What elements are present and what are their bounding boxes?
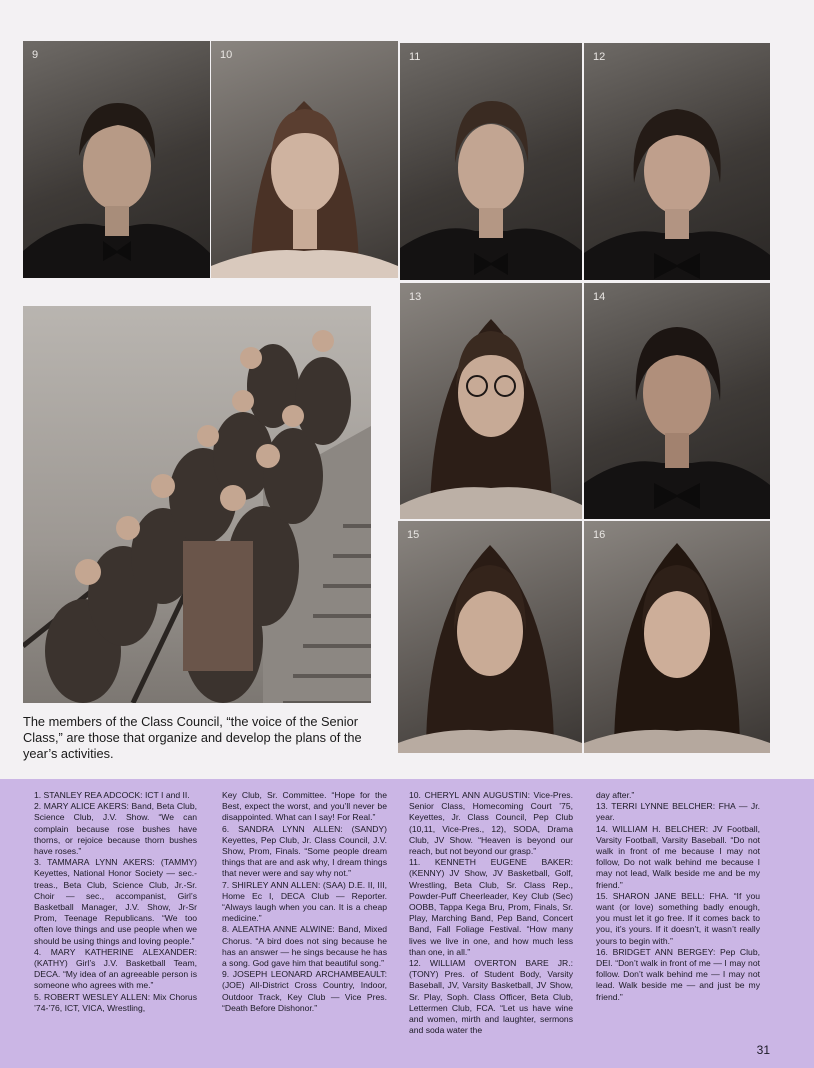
bio-entry: 14. WILLIAM H. BELCHER: JV Football, Varsity Football, Varsity Baseball. “Do not walk in front of me because I may not follow, Do not walk behind me because I may not lead, Walk beside me and be my friend.”: [596, 823, 760, 890]
bio-entry: 13. TERRI LYNNE BELCHER: FHA — Jr. year.: [596, 801, 760, 823]
portrait-number: 13: [409, 291, 422, 303]
portrait-number: 14: [593, 291, 606, 303]
portrait-16: [584, 521, 770, 753]
portrait-13: [400, 283, 582, 519]
portrait-14-silhouette: [584, 283, 770, 519]
portrait-number: 11: [409, 51, 421, 63]
portrait-11: [400, 43, 582, 280]
group-photo-caption: The members of the Class Council, “the voice of the Senior Class,” are those that organize and develop the plans of the year’s activities.: [23, 714, 362, 761]
bio-entry: 1. STANLEY REA ADCOCK: ICT I and II.: [34, 790, 190, 800]
bio-entry: 8. ALEATHA ANNE ALWINE: Band, Mixed Chorus. “A bird does not sing because he has an answer — he sings because he has a song. God gave him that beautiful song.”: [222, 924, 387, 969]
portrait-9: [23, 41, 210, 278]
bio-entry: 7. SHIRLEY ANN ALLEN: (SAA) D.E. II, III, Home Ec I, DECA Club — Reporter. “Always laugh when you can. It is a cheap medicine.”: [222, 879, 387, 924]
bio-column-4: [596, 790, 760, 1003]
bio-entry: 16. BRIDGET ANN BERGEY: Pep Club, DEI. “Don’t walk in front of me — I may not follow. Don’t walk behind me — I may not lead. Walk beside me — and just be my friend.”: [596, 946, 760, 1002]
portrait-number: 16: [593, 529, 606, 541]
portrait-number: 12: [593, 51, 606, 63]
portrait-15: [398, 521, 582, 753]
bio-column-1: [34, 790, 197, 1014]
portrait-12: [584, 43, 770, 280]
portrait-10: [211, 41, 398, 278]
bio-column-2: [222, 790, 387, 1014]
portrait-13-silhouette: [400, 283, 582, 519]
group-photo-illustration: [23, 306, 371, 703]
portrait-number: 9: [32, 49, 39, 61]
page-number: 31: [756, 1043, 770, 1057]
bio-entry: 10. CHERYL ANN AUGUSTIN: Vice-Pres. Senior Class, Homecoming Court ’75, Keyettes, Jr. Class Council, Pep Club (10,11, Vice-Pres., 12), SODA, Drama Club, JV Show. “Heaven is beyond our reach, but not beyond our grasp.”: [409, 790, 573, 857]
bio-entry: day after.”: [596, 790, 635, 800]
bio-column-3: [409, 790, 573, 1036]
portrait-9-silhouette: [23, 41, 210, 278]
bio-entry: 4. MARY KATHERINE ALEXANDER: (KATHY) Girl’s J.V. Basketball Team, DECA. “My idea of an agreeable person is someone who agrees with me.”: [34, 946, 197, 991]
bio-entry: 2. MARY ALICE AKERS: Band, Beta Club, Science Club, J.V. Show. “We can complain because rose bushes have thorns, or rejoice because thorn bushes have roses.”: [34, 801, 197, 857]
class-council-group-photo: [23, 306, 371, 703]
bio-entry: 9. JOSEPH LEONARD ARCHAMBEAULT: (JOE) All-District Cross Country, Indoor, Outdoor Track, Key Club — Vice Pres. “Death Before Dishonor.”: [222, 969, 387, 1013]
portrait-number: 15: [407, 529, 420, 541]
portrait-10-silhouette: [211, 41, 398, 278]
portrait-16-silhouette: [584, 521, 770, 753]
senior-bios-section: [0, 779, 814, 1068]
portrait-14: [584, 283, 770, 519]
bio-entry: 6. SANDRA LYNN ALLEN: (SANDY) Keyettes, Pep Club, Jr. Class Council, J.V. Show, Prom, Finals. “Some people dream things that are and ask why, I dream things that never were and say why not.”: [222, 823, 387, 879]
portrait-15-silhouette: [398, 521, 582, 753]
portrait-11-silhouette: [400, 43, 582, 280]
bio-entry: 12. WILLIAM OVERTON BARE JR.: (TONY) Pres. of Student Body, Varsity Baseball, JV, Varsity Basketball, JV Show, Sr. Play, Soph. Class Officer, Beta Club, Lettermen Club, FCA. “Let us have wine and women, mirth and laughter, sermons and soda water the: [409, 958, 573, 1036]
bio-entry: 3. TAMMARA LYNN AKERS: (TAMMY) Keyettes, National Honor Society — sec.-treas., Beta Club, Science Club, Jr.-Sr. Choir — sec., accompanist, Girl’s Basketball Manager, J.V. Show, Jr-Sr Prom, Teenage Republicans. “We too often love things and use people when we should be using things and loving people.”: [34, 857, 197, 946]
portrait-12-silhouette: [584, 43, 770, 280]
bio-entry: 5. ROBERT WESLEY ALLEN: Mix Chorus ’74-’76, ICT, VICA, Wrestling,: [34, 991, 197, 1013]
bio-entry: Key Club, Sr. Committee. “Hope for the Best, expect the worst, and you’ll never be disappointed. What can I say! For Real.”: [222, 790, 387, 823]
portrait-number: 10: [220, 49, 233, 61]
bio-entry: 11. KENNETH EUGENE BAKER: (KENNY) JV Show, JV Basketball, Golf, Wrestling, Beta Club, Sr. Class Rep., Powder-Puff Cheerleader, Key Club (Sec) OOBB, Tappa Kega Bru, Prom, Finals, Sr. Play, Marching Band, Pep Band, Concert Band, Fall Foliage Festival. “How many lives we live in one, and how much less than one, in all.”: [409, 857, 573, 957]
bio-entry: 15. SHARON JANE BELL: FHA. “If you want (or love) something badly enough, you must let it go free. If it comes back to you, it’s yours. If it doesn’t, it wasn’t really yours to begin with.”: [596, 890, 760, 946]
